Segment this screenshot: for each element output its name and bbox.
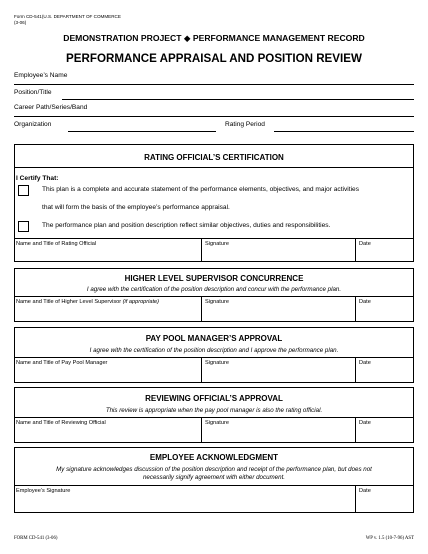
form-footer-id: FORM CD-541 (3-06)	[14, 536, 58, 541]
higher-supervisor-date-label: Date	[359, 299, 371, 305]
employee-name-label: Employee’s Name	[14, 72, 68, 79]
rating-period-label: Rating Period	[225, 121, 265, 128]
reviewing-official-date-label: Date	[359, 420, 371, 426]
rating-official-title: RATING OFFICIAL’S CERTIFICATION	[144, 153, 284, 162]
rating-official-date-label: Date	[359, 241, 371, 247]
higher-supervisor-name-label	[16, 299, 159, 305]
employee-acknowledgment-title: EMPLOYEE ACKNOWLEDGMENT	[149, 453, 279, 462]
section-divider	[15, 167, 413, 168]
signature-row-divider	[15, 357, 413, 358]
signature-row-divider	[15, 238, 413, 239]
higher-supervisor-signature-label: Signature	[205, 299, 229, 305]
column-divider	[201, 296, 202, 322]
form-number: Form CD-541(U.S. DEPARTMENT OF COMMERCE	[14, 14, 121, 19]
signature-row-divider	[15, 296, 413, 297]
certification-item-1-line-2: that will form the basis of the employee’s performance appraisal.	[42, 204, 230, 211]
rating-period-field[interactable]	[274, 131, 414, 132]
column-divider	[201, 238, 202, 262]
reviewing-official-section	[14, 387, 414, 443]
position-title-field[interactable]	[62, 99, 414, 100]
column-divider	[355, 296, 356, 322]
employee-date-label: Date	[359, 488, 371, 494]
column-divider	[355, 357, 356, 383]
career-path-label: Career Path/Series/Band	[14, 104, 88, 111]
reviewing-official-statement: This review is appropriate when the pay pool manager is also the rating official.	[105, 407, 323, 414]
column-divider	[355, 417, 356, 443]
certification-checkbox-2[interactable]	[18, 221, 29, 232]
certification-item-2: The performance plan and position description reflect similar objectives, duties and responsibilities.	[42, 222, 331, 229]
certify-label: I Certify That:	[16, 175, 59, 182]
rating-official-name-label: Name and Title of Rating Official	[16, 241, 97, 247]
column-divider	[201, 417, 202, 443]
acknowledgment-statement-line-1: My signature acknowledges discussion of the position description and receipt of the performance plan, but does not	[56, 466, 372, 473]
pay-pool-title: PAY POOL MANAGER’S APPROVAL	[145, 334, 283, 343]
pay-pool-signature-label: Signature	[205, 360, 229, 366]
position-title-label: Position/Title	[14, 89, 52, 96]
acknowledgment-statement-line-2: necessarily signify agreement with either document.	[142, 474, 286, 481]
organization-label: Organization	[14, 121, 52, 128]
form-footer-version: WP v. 1.5 (10-7-96) AST	[365, 536, 414, 541]
reviewing-official-signature-label: Signature	[205, 420, 229, 426]
certification-item-1-line-1: This plan is a complete and accurate statement of the performance elements, objectives, and major activities	[42, 186, 360, 193]
pay-pool-statement: I agree with the certification of the position description and I approve the performance plan.	[89, 347, 339, 354]
employee-signature-label: Employee’s Signature	[16, 488, 71, 494]
project-heading: DEMONSTRATION PROJECT ◆ PERFORMANCE MANAGEMENT RECORD	[63, 33, 365, 43]
form-revision-date: (3-06)	[14, 20, 27, 25]
if-appropriate-qualifier: (if appropriate)	[122, 299, 160, 305]
higher-supervisor-title: HIGHER LEVEL SUPERVISOR CONCURRENCE	[124, 274, 304, 283]
career-path-field[interactable]	[14, 116, 414, 117]
form-title: PERFORMANCE APPRAISAL AND POSITION REVIEW	[66, 52, 362, 65]
certification-checkbox-1[interactable]	[18, 185, 29, 196]
rating-official-section	[14, 144, 414, 262]
pay-pool-section	[14, 327, 414, 383]
employee-name-field[interactable]	[14, 84, 414, 85]
column-divider	[355, 485, 356, 513]
form-identifier	[14, 14, 121, 26]
pay-pool-name-label: Name and Title of Pay Pool Manager	[16, 360, 108, 366]
column-divider	[355, 238, 356, 262]
signature-row-divider	[15, 417, 413, 418]
rating-official-signature-label: Signature	[205, 241, 229, 247]
reviewing-official-name-label: Name and Title of Reviewing Official	[16, 420, 106, 426]
reviewing-official-title: REVIEWING OFFICIAL’S APPROVAL	[145, 394, 283, 403]
employee-acknowledgment-section	[14, 447, 414, 513]
pay-pool-date-label: Date	[359, 360, 371, 366]
higher-supervisor-statement: I agree with the certification of the position description and concur with the performance plan.	[86, 286, 342, 293]
organization-field[interactable]	[68, 131, 216, 132]
signature-row-divider	[15, 485, 413, 486]
higher-supervisor-section	[14, 268, 414, 322]
higher-supervisor-name-text: Name and Title of Higher Level Supervisor	[16, 299, 122, 305]
column-divider	[201, 357, 202, 383]
